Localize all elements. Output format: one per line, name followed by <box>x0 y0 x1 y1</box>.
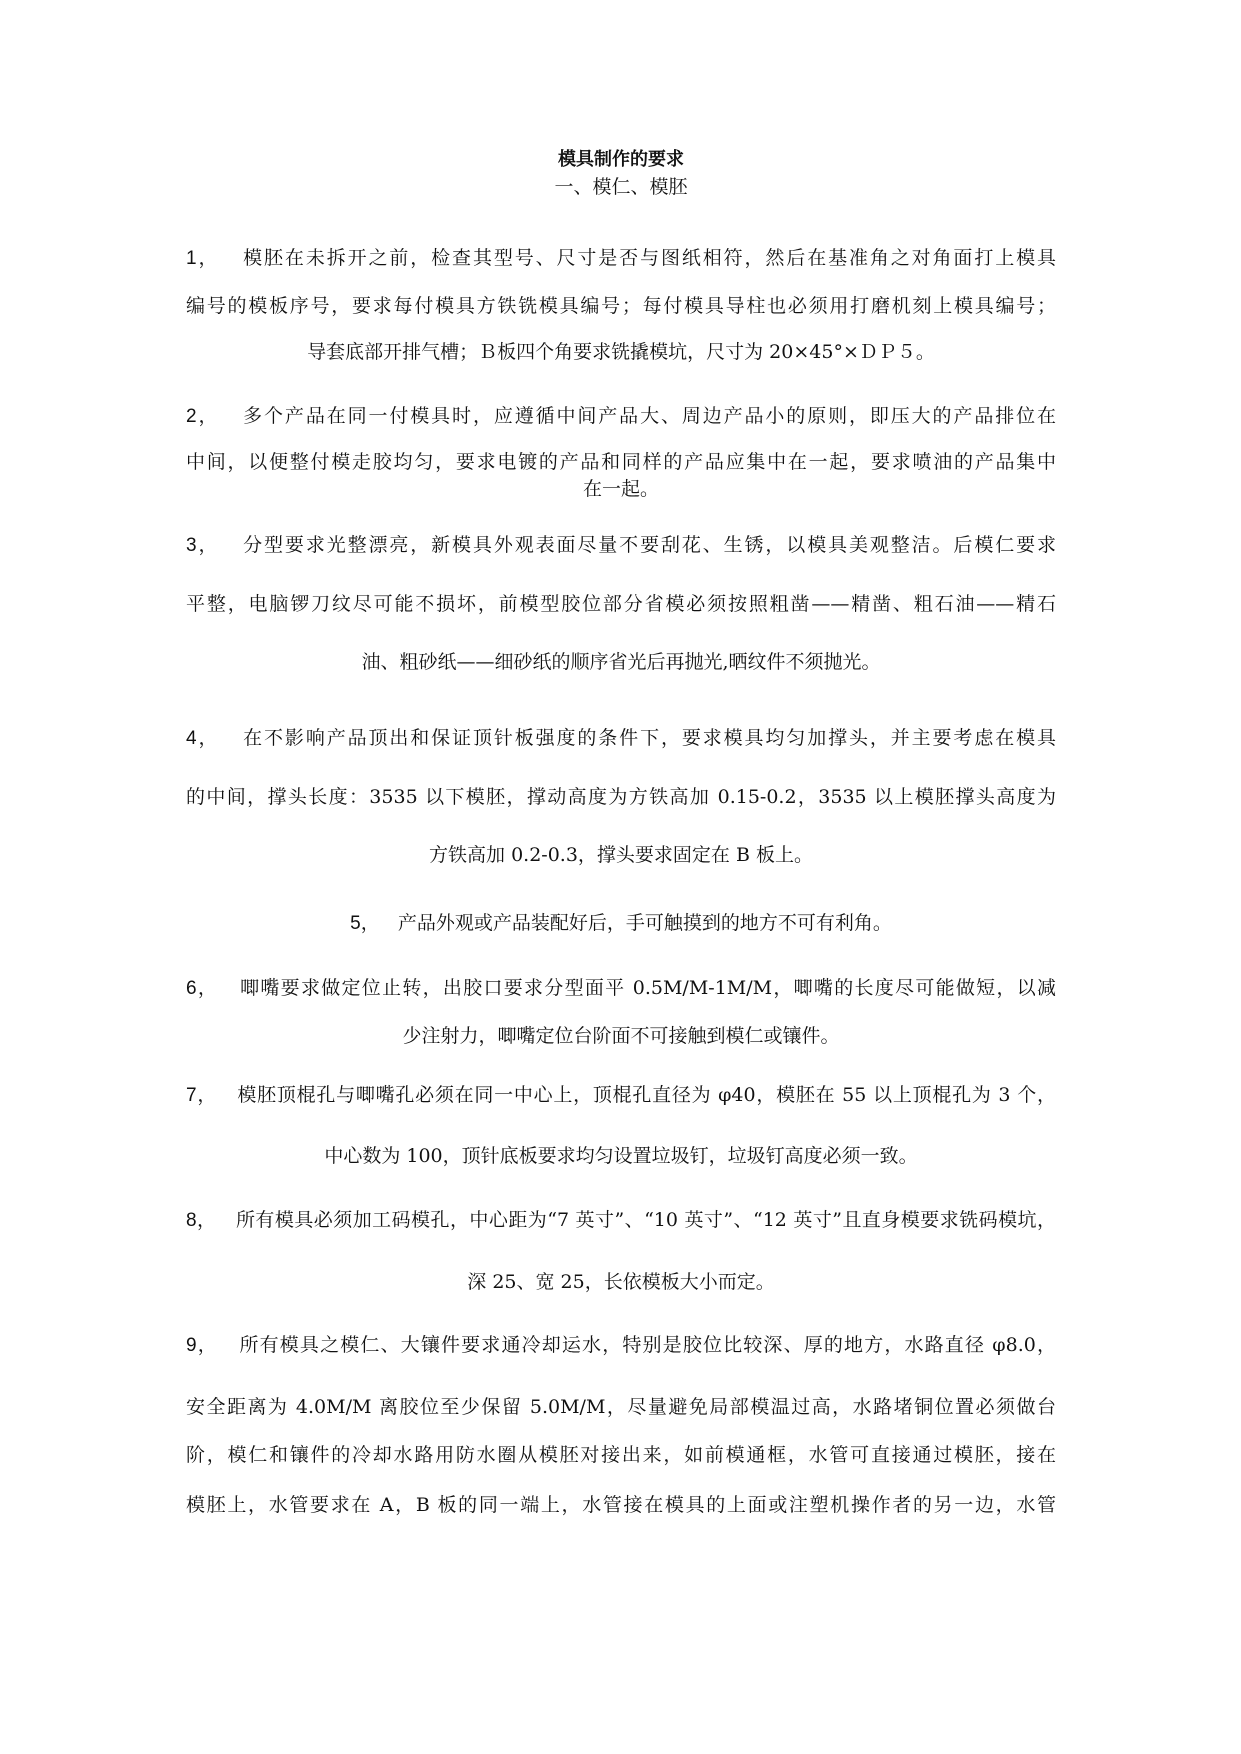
paragraph-line: 9， 所有模具之模仁、大镶件要求通冷却运水，特别是胶位比较深、厚的地方，水路直径 φ8.0， <box>186 1334 1056 1356</box>
paragraph-line: 8， 所有模具必须加工码模孔，中心距为“7 英寸”、“10 英寸”、“12 英寸”且直身模要求铣码模坑， <box>186 1209 1056 1231</box>
paragraph-line: 4， 在不影响产品顶出和保证顶针板强度的条件下，要求模具均匀加撑头，并主要考虑在模具 <box>186 727 1056 749</box>
paragraph-number: 7， <box>186 1085 218 1106</box>
paragraph-line: 模胚上，水管要求在 A，B 板的同一端上，水管接在模具的上面或注塑机操作者的另一边，水管 <box>186 1494 1056 1516</box>
paragraph-line: 中心数为 100，顶针底板要求均匀设置垃圾钉，垃圾钉高度必须一致。 <box>324 1145 918 1167</box>
paragraph-number: 5， <box>350 913 380 934</box>
paragraph-line: 3， 分型要求光整漂亮，新模具外观表面尽量不要刮花、生锈，以模具美观整洁。后模仁要求 <box>186 534 1056 556</box>
paragraph-line: 导套底部开排气槽；Ｂ板四个角要求铣撬模坑，尺寸为 20×45°×ＤＰ５。 <box>307 341 935 363</box>
paragraph-number: 1， <box>186 248 220 269</box>
paragraph-line: 1， 模胚在未拆开之前，检查其型号、尺寸是否与图纸相符，然后在基准角之对角面打上模具 <box>186 247 1056 269</box>
paragraph-number: 4， <box>186 728 220 749</box>
paragraph-line: 少注射力，唧嘴定位台阶面不可接触到模仁或镶件。 <box>402 1025 840 1047</box>
paragraph-line: 5， 产品外观或产品装配好后，手可触摸到的地方不可有利角。 <box>350 912 892 934</box>
paragraph-line: 6， 唧嘴要求做定位止转，出胶口要求分型面平 0.5M/M-1M/M，唧嘴的长度尽可能做短，以减 <box>186 977 1057 999</box>
paragraph-line: 在一起。 <box>582 478 659 500</box>
paragraph-line: 2， 多个产品在同一付模具时，应遵循中间产品大、周边产品小的原则，即压大的产品排位在 <box>186 405 1056 427</box>
paragraph-line: 方铁高加 0.2-0.3，撑头要求固定在 B 板上。 <box>429 844 813 866</box>
paragraph-number: 2， <box>186 406 220 427</box>
paragraph-line: 编号的模板序号，要求每付模具方铁铣模具编号；每付模具导柱也必须用打磨机刻上模具编号； <box>186 295 1056 317</box>
paragraph-line: 安全距离为 4.0M/M 离胶位至少保留 5.0M/M，尽量避免局部模温过高，水路堵铜位置必须做台 <box>186 1396 1056 1418</box>
paragraph-number: 6， <box>186 978 219 999</box>
paragraph-line: 阶，模仁和镶件的冷却水路用防水圈从模胚对接出来，如前模通框，水管可直接通过模胚，接在 <box>186 1444 1056 1466</box>
section-heading: 一、模仁、模胚 <box>554 176 688 198</box>
paragraph-line: 平整，电脑锣刀纹尽可能不损坏，前模型胶位部分省模必须按照粗凿——精凿、粗石油——精石 <box>186 593 1056 615</box>
paragraph-number: 8， <box>186 1210 217 1231</box>
paragraph-line: 的中间，撑头长度：3535 以下模胚，撑动高度为方铁高加 0.15-0.2，3535 以上模胚撑头高度为 <box>186 786 1056 808</box>
paragraph-number: 9， <box>186 1335 218 1356</box>
paragraph-line: 7， 模胚顶棍孔与唧嘴孔必须在同一中心上，顶棍孔直径为 φ40，模胚在 55 以上顶棍孔为 3 个， <box>186 1084 1056 1106</box>
paragraph-line: 中间，以便整付模走胶均匀，要求电镀的产品和同样的产品应集中在一起，要求喷油的产品集中 <box>186 451 1056 473</box>
paragraph-number: 3， <box>186 535 220 556</box>
paragraph-line: 深 25、宽 25，长依模板大小而定。 <box>467 1271 775 1293</box>
paragraph-line: 油、粗砂纸——细砂纸的顺序省光后再抛光,晒纹件不须抛光。 <box>361 651 881 673</box>
document-title: 模具制作的要求 <box>558 149 684 170</box>
